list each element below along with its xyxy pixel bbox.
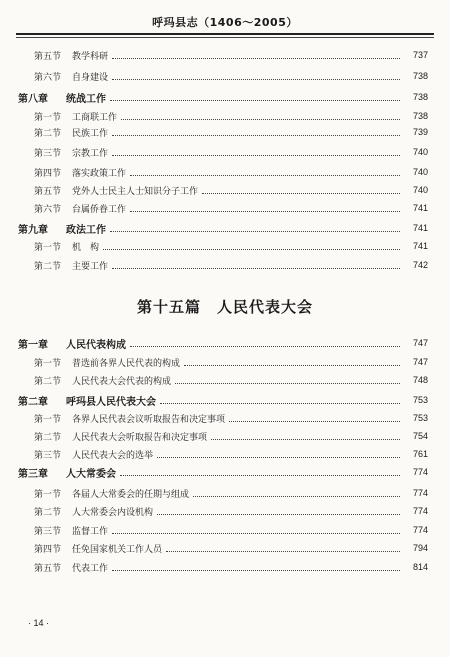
- toc-entry-number: 第一节: [34, 414, 62, 425]
- toc-entry-number: 第三节: [34, 450, 62, 461]
- toc-entry-title: 监督工作: [72, 526, 109, 537]
- header-rule-thin: [16, 37, 434, 38]
- toc-entry-title: 机 构: [72, 242, 100, 253]
- toc-entry-number: 第三节: [34, 148, 62, 159]
- toc-entry-title: 人民代表大会代表的构成: [72, 376, 172, 387]
- toc-entry-page: 754: [412, 431, 428, 441]
- toc-entry-page: 814: [412, 562, 428, 572]
- toc-section-row: [0, 46, 450, 64]
- toc-entry-number: 第八章: [18, 93, 48, 105]
- toc-section-row: [0, 409, 450, 427]
- toc-section-row: [0, 353, 450, 371]
- toc-section-row: [0, 181, 450, 199]
- toc-entry-title: 台属侨眷工作: [72, 204, 127, 215]
- page-number: · 14 ·: [28, 618, 50, 628]
- dot-leader: [110, 230, 400, 232]
- dot-leader: [130, 345, 400, 347]
- toc-entry-page: 747: [412, 357, 428, 367]
- toc-entry-title: 民族工作: [72, 128, 109, 139]
- dot-leader: [112, 78, 400, 80]
- dot-leader: [193, 495, 400, 497]
- toc-section-row: [0, 256, 450, 274]
- dot-leader: [157, 456, 400, 458]
- toc-entry-title: 人民代表构成: [66, 339, 126, 351]
- toc-entry-page: 739: [412, 127, 428, 137]
- toc-entry-page: 774: [412, 525, 428, 535]
- dot-leader: [130, 210, 400, 212]
- toc-entry-page: 741: [412, 203, 428, 213]
- toc-entry-number: 第五节: [34, 563, 62, 574]
- toc-entry-page: 747: [412, 338, 428, 348]
- toc-entry-title: 任免国家机关工作人员: [72, 544, 163, 555]
- toc-section-row: [0, 502, 450, 520]
- toc-section-row: [0, 371, 450, 389]
- toc-entry-title: 落实政策工作: [72, 168, 127, 179]
- header-rule: [16, 33, 434, 35]
- toc-entry-page: 761: [412, 449, 428, 459]
- toc-entry-page: 774: [412, 506, 428, 516]
- toc-entry-title: 人大常委会: [66, 468, 116, 480]
- toc-entry-page: 774: [412, 488, 428, 498]
- toc-entry-title: 人大常委会内设机构: [72, 507, 154, 518]
- toc-section-row: [0, 143, 450, 161]
- toc-entry-page: 738: [412, 111, 428, 121]
- dot-leader: [157, 513, 400, 515]
- toc-entry-page: 741: [412, 241, 428, 251]
- toc-entry-page: 740: [412, 185, 428, 195]
- dot-leader: [110, 99, 400, 101]
- toc-entry-number: 第一章: [18, 339, 48, 351]
- toc-entry-page: 742: [412, 260, 428, 270]
- toc-entry-number: 第二节: [34, 507, 62, 518]
- dot-leader: [202, 192, 400, 194]
- toc-section-row: [0, 445, 450, 463]
- toc-entry-page: 738: [412, 71, 428, 81]
- toc-entry-number: 第五节: [34, 51, 62, 62]
- dot-leader: [112, 154, 400, 156]
- toc-chapter-row: [0, 219, 450, 237]
- toc-chapter-row: [0, 391, 450, 409]
- dot-leader: [112, 134, 400, 136]
- toc-entry-number: 第二节: [34, 432, 62, 443]
- dot-leader: [103, 248, 400, 250]
- toc-entry-title: 宗教工作: [72, 148, 109, 159]
- dot-leader: [211, 438, 400, 440]
- toc-entry-number: 第二节: [34, 261, 62, 272]
- dot-leader: [166, 550, 400, 552]
- toc-entry-number: 第二章: [18, 396, 48, 408]
- toc-entry-title: 统战工作: [66, 93, 106, 105]
- toc-entry-number: 第一节: [34, 489, 62, 500]
- toc-chapter-row: [0, 334, 450, 352]
- toc-entry-page: 740: [412, 147, 428, 157]
- toc-section-row: [0, 427, 450, 445]
- dot-leader: [130, 174, 400, 176]
- toc-section-row: [0, 199, 450, 217]
- toc-entry-page: 748: [412, 375, 428, 385]
- toc-entry-title: 主要工作: [72, 261, 109, 272]
- dot-leader: [184, 364, 400, 366]
- toc-section-row: [0, 484, 450, 502]
- toc-entry-number: 第四节: [34, 544, 62, 555]
- toc-entry-page: 774: [412, 467, 428, 477]
- toc-entry-title: 工商联工作: [72, 112, 118, 123]
- toc-entry-title: 人民代表大会的选举: [72, 450, 154, 461]
- toc-entry-page: 737: [412, 50, 428, 60]
- toc-entry-number: 第九章: [18, 224, 48, 236]
- toc-entry-page: 741: [412, 223, 428, 233]
- toc-entry-title: 自身建设: [72, 72, 109, 83]
- toc-section-row: [0, 123, 450, 141]
- dot-leader: [160, 402, 400, 404]
- toc-chapter-row: [0, 463, 450, 481]
- toc-entry-title: 各界人民代表会议听取报告和决定事项: [72, 414, 226, 425]
- part-title: 第十五篇 人民代表大会: [136, 298, 313, 316]
- toc-entry-number: 第二节: [34, 128, 62, 139]
- dot-leader: [112, 267, 400, 269]
- toc-entry-number: 第一节: [34, 242, 62, 253]
- toc-entry-title: 普选前各界人民代表的构成: [72, 358, 181, 369]
- toc-entry-page: 753: [412, 395, 428, 405]
- dot-leader: [112, 57, 400, 59]
- toc-entry-number: 第四节: [34, 168, 62, 179]
- toc-entry-title: 人民代表大会听取报告和决定事项: [72, 432, 208, 443]
- toc-entry-title: 教学科研: [72, 51, 109, 62]
- toc-section-row: [0, 521, 450, 539]
- dot-leader: [229, 420, 400, 422]
- dot-leader: [121, 118, 400, 120]
- toc-entry-page: 794: [412, 543, 428, 553]
- toc-entry-number: 第三节: [34, 526, 62, 537]
- toc-entry-number: 第三章: [18, 468, 48, 480]
- toc-entry-number: 第六节: [34, 204, 62, 215]
- toc-entry-number: 第五节: [34, 186, 62, 197]
- toc-entry-number: 第一节: [34, 358, 62, 369]
- toc-entry-title: 党外人士民主人士知识分子工作: [72, 186, 199, 197]
- toc-entry-title: 各届人大常委会的任期与组成: [72, 489, 190, 500]
- toc-entry-title: 代表工作: [72, 563, 109, 574]
- toc-entry-page: 738: [412, 92, 428, 102]
- toc-section-row: [0, 163, 450, 181]
- toc-section-row: [0, 67, 450, 85]
- toc-entry-title: 呼玛县人民代表大会: [66, 396, 156, 408]
- toc-entry-number: 第二节: [34, 376, 62, 387]
- toc-entry-title: 政法工作: [66, 224, 106, 236]
- toc-section-row: [0, 539, 450, 557]
- dot-leader: [112, 532, 400, 534]
- toc-entry-number: 第六节: [34, 72, 62, 83]
- toc-section-row: [0, 558, 450, 576]
- toc-section-row: [0, 237, 450, 255]
- toc-entry-page: 753: [412, 413, 428, 423]
- dot-leader: [175, 382, 400, 384]
- running-header: 呼玛县志（1406～2005）: [152, 16, 298, 29]
- dot-leader: [120, 474, 400, 476]
- toc-entry-number: 第一节: [34, 112, 62, 123]
- toc-chapter-row: [0, 88, 450, 106]
- dot-leader: [112, 569, 400, 571]
- toc-entry-page: 740: [412, 167, 428, 177]
